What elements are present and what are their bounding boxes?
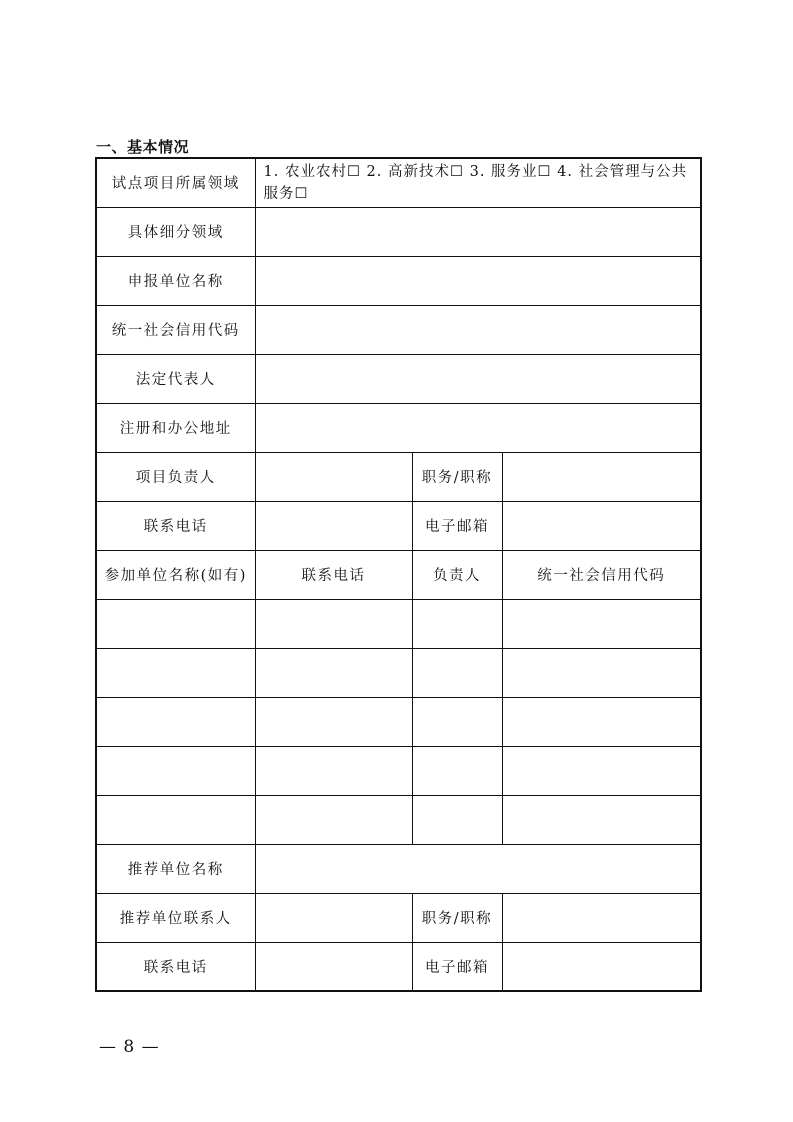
row-domain — [96, 158, 701, 207]
recommender-position-label: 职务/职称 — [412, 893, 502, 942]
phone-field[interactable] — [255, 501, 412, 550]
participant-name-cell[interactable] — [96, 795, 255, 844]
email-label: 电子邮箱 — [412, 501, 502, 550]
address-field[interactable] — [255, 403, 701, 452]
recommender-contact-label: 推荐单位联系人 — [96, 893, 255, 942]
participant-name-header: 参加单位名称(如有) — [96, 550, 255, 599]
phone-label: 联系电话 — [96, 501, 255, 550]
subdomain-field[interactable] — [255, 207, 701, 256]
participant-name-cell[interactable] — [96, 648, 255, 697]
email-field[interactable] — [502, 501, 701, 550]
participant-leader-cell[interactable] — [412, 746, 502, 795]
participant-row — [96, 795, 701, 844]
recommender-phone-field[interactable] — [255, 942, 412, 991]
participant-row — [96, 599, 701, 648]
row-applicant-name — [96, 256, 701, 305]
row-project-leader — [96, 452, 701, 501]
project-leader-label: 项目负责人 — [96, 452, 255, 501]
participant-credit-code-cell[interactable] — [502, 648, 701, 697]
participant-name-cell[interactable] — [96, 599, 255, 648]
legal-rep-label: 法定代表人 — [96, 354, 255, 403]
participant-leader-cell[interactable] — [412, 795, 502, 844]
recommender-email-field[interactable] — [502, 942, 701, 991]
participant-phone-cell[interactable] — [255, 795, 412, 844]
legal-rep-field[interactable] — [255, 354, 701, 403]
recommender-phone-label: 联系电话 — [96, 942, 255, 991]
participant-name-cell[interactable] — [96, 697, 255, 746]
participant-row — [96, 697, 701, 746]
participant-name-cell[interactable] — [96, 746, 255, 795]
row-credit-code — [96, 305, 701, 354]
row-contact — [96, 501, 701, 550]
row-subdomain — [96, 207, 701, 256]
participant-phone-cell[interactable] — [255, 697, 412, 746]
participant-phone-cell[interactable] — [255, 599, 412, 648]
subdomain-label: 具体细分领域 — [96, 207, 255, 256]
row-address — [96, 403, 701, 452]
recommender-contact-field[interactable] — [255, 893, 412, 942]
address-label: 注册和办公地址 — [96, 403, 255, 452]
row-legal-rep — [96, 354, 701, 403]
basic-info-form — [95, 157, 702, 992]
row-recommender-name — [96, 844, 701, 893]
section-title: 一、基本情况 — [96, 138, 190, 156]
participant-credit-code-cell[interactable] — [502, 697, 701, 746]
applicant-name-field[interactable] — [255, 256, 701, 305]
row-recommender-phone — [96, 942, 701, 991]
participant-leader-cell[interactable] — [412, 697, 502, 746]
participant-header-row — [96, 550, 701, 599]
recommender-position-field[interactable] — [502, 893, 701, 942]
participant-leader-cell[interactable] — [412, 599, 502, 648]
recommender-name-label: 推荐单位名称 — [96, 844, 255, 893]
credit-code-field[interactable] — [255, 305, 701, 354]
participant-credit-code-cell[interactable] — [502, 746, 701, 795]
project-leader-field[interactable] — [255, 452, 412, 501]
domain-options[interactable]: 1. 农业农村☐ 2. 高新技术☐ 3. 服务业☐ 4. 社会管理与公共服务☐ — [255, 158, 701, 207]
participant-phone-header: 联系电话 — [255, 550, 412, 599]
participant-credit-code-cell[interactable] — [502, 599, 701, 648]
row-recommender-contact — [96, 893, 701, 942]
participant-phone-cell[interactable] — [255, 746, 412, 795]
participant-phone-cell[interactable] — [255, 648, 412, 697]
recommender-name-field[interactable] — [255, 844, 701, 893]
applicant-name-label: 申报单位名称 — [96, 256, 255, 305]
participant-credit-code-cell[interactable] — [502, 795, 701, 844]
participant-leader-cell[interactable] — [412, 648, 502, 697]
domain-label: 试点项目所属领域 — [96, 158, 255, 207]
page-number: — 8 — — [99, 1037, 160, 1057]
participant-leader-header: 负责人 — [412, 550, 502, 599]
participant-row — [96, 746, 701, 795]
position-title-field[interactable] — [502, 452, 701, 501]
credit-code-label: 统一社会信用代码 — [96, 305, 255, 354]
participant-row — [96, 648, 701, 697]
position-title-label: 职务/职称 — [412, 452, 502, 501]
participant-credit-code-header: 统一社会信用代码 — [502, 550, 701, 599]
recommender-email-label: 电子邮箱 — [412, 942, 502, 991]
